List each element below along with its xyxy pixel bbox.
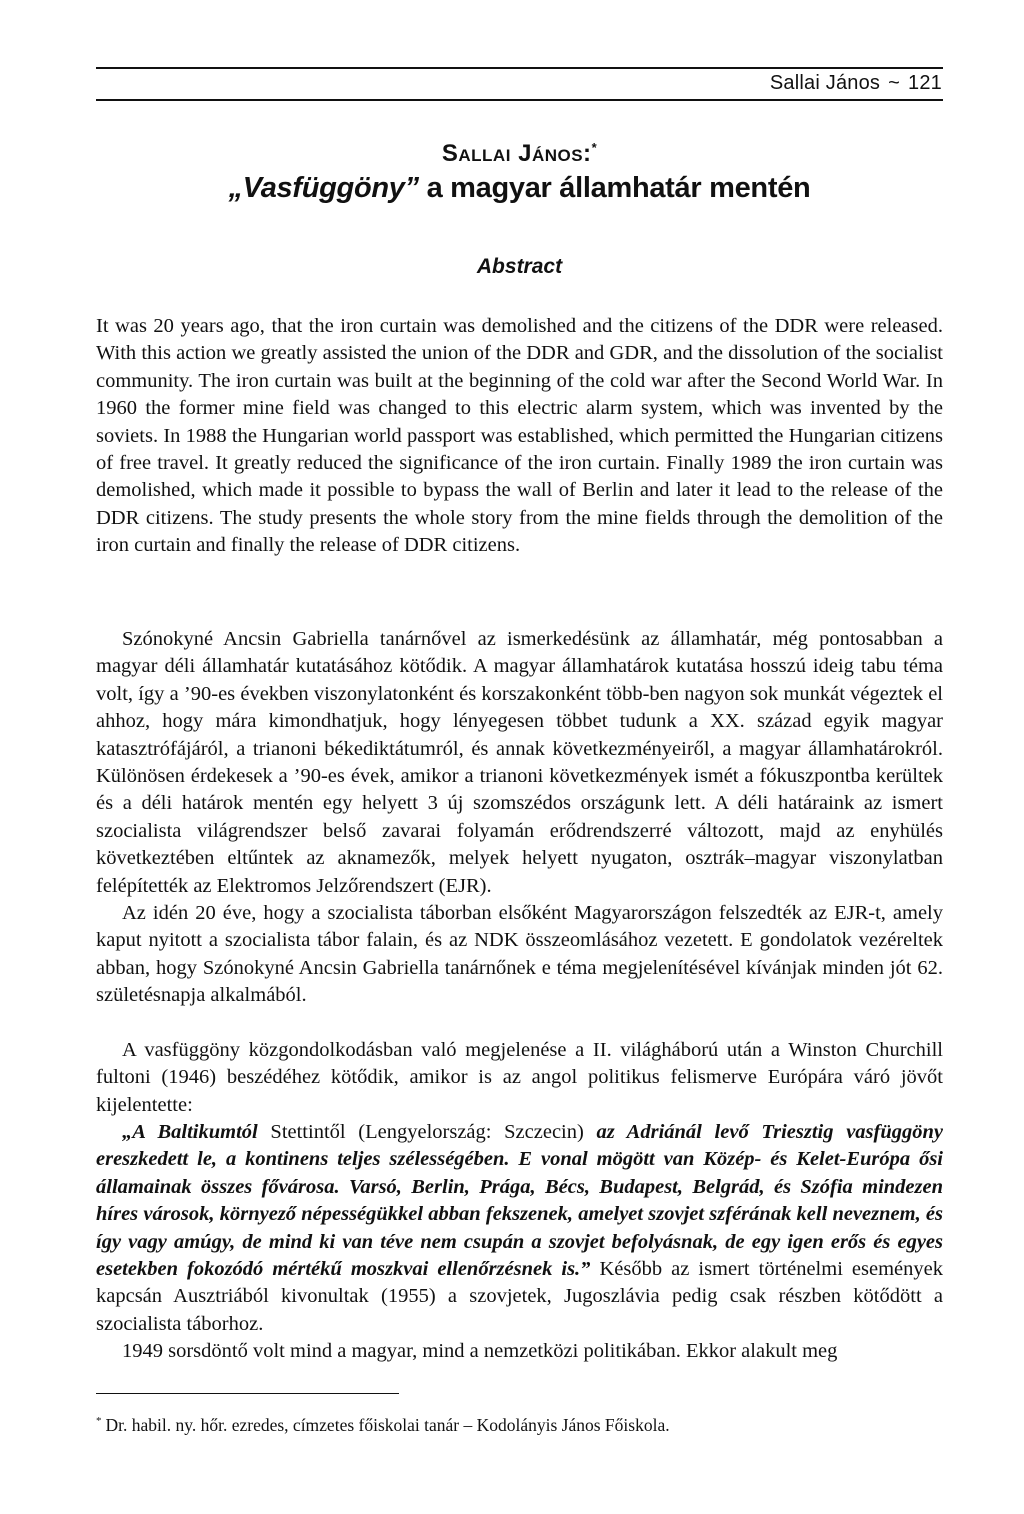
running-header-author: Sallai János	[769, 72, 881, 94]
quote-plain: Stettintől (Lengyelország: Szczecin)	[257, 1120, 597, 1143]
body-paragraph-2: Az idén 20 éve, hogy a szocialista táborban elsőként Magyarországon felszedték az EJR-t, amely kaput nyitott a szocialista tábor falain, és az NDK összeomlásához vezetett. E gondolatok vezéreltek abban, hogy Szónokyné Ancsin Gabriella tanárnőnek e téma megjelenítésével kívánjak minden jót 62. születésnapja alkalmából.	[96, 902, 943, 1007]
quote-opening: „A Baltikumtól	[122, 1120, 258, 1143]
title-rest: a magyar államhatár mentén	[418, 172, 811, 204]
paragraph-gap	[96, 1010, 943, 1037]
title-quoted-part: „Vasfüggöny”	[228, 172, 419, 204]
abstract-heading: Abstract	[476, 255, 563, 278]
article-body	[96, 626, 943, 1366]
author-footnote-marker: *	[591, 140, 598, 155]
footnote-marker: *	[96, 1415, 102, 1428]
running-header	[770, 72, 942, 95]
header-rule-top	[96, 67, 943, 69]
quote-aftermath: Később az ismert történelmi események kapcsán Ausztriából kivonultak (1955) a szovjetek, Jugoszlávia pedig csak részben kötődött a szocialista táborhoz.	[96, 1257, 943, 1335]
footnote-rule	[96, 1393, 399, 1394]
body-paragraph-3: A vasfüggöny közgondolkodásban való megjelenése a II. világháború után a Winston Churchill fultoni (1946) beszédéhez kötődik, amikor is az angol politikus felismerve Európára váró jövőt kijelentette:	[96, 1038, 943, 1116]
abstract-text: It was 20 years ago, that the iron curtain was demolished and the citizens of the DDR were released. With this action we greatly assisted the union of the DDR and GDR, and the dissolution of the socialist community. The iron curtain was built at the beginning of the cold war after the Second World War. In 1960 the former mine field was changed to this electric alarm system, which was invented by the soviets. In 1988 the Hungarian world passport was established, which permitted the Hungarian citizens of free travel. It greatly reduced the significance of the iron curtain. Finally 1989 the iron curtain was demolished, which made it possible to bypass the wall of Berlin and later it lead to the release of the DDR citizens. The study presents the whole story from the mine fields through the demolition of the iron curtain and finally the release of DDR citizens.	[96, 315, 943, 557]
footnote	[96, 1415, 943, 1436]
article-title	[96, 172, 943, 205]
body-paragraph-last: 1949 sorsdöntő volt mind a magyar, mind a nemzetközi politikában. Ekkor alakult meg	[122, 1340, 838, 1363]
header-rule-bottom	[96, 99, 943, 101]
footnote-text: Dr. habil. ny. hőr. ezredes, címzetes főiskolai tanár – Kodolányis János Főiskola.	[105, 1415, 670, 1435]
page-number: 121	[908, 72, 942, 94]
quote-emphasis: az Adriánál levő Triesztig vasfüggöny ereszkedett le, a kontinens teljes szélességében. E vonal mögött van Közép- és Kelet-Európa ősi államainak összes fővárosa. Varsó, Berlin, Prága, Bécs, Budapest, Belgrád, és Szófia mindezen híres városok, környező népességükkel abban fekszenek, amelyet szovjet szférának kell neveznem, és így vagy amúgy, de mind ki van téve nem csupán a szovjet befolyásnak, de egy igen erős és egyes esetekben fokozódó mértékű moszkvai ellenőrzésnek is.”	[96, 1120, 943, 1280]
author-name: Sallai János:	[441, 140, 592, 167]
article-author	[96, 140, 943, 168]
running-header-separator: ~	[888, 72, 901, 94]
body-paragraph-1: Szónokyné Ancsin Gabriella tanárnővel az ismerkedésünk az államhatár, még pontosabban a magyar déli államhatár kutatásához kötődik. A magyar államhatárok kutatása hosszú ideig tabu téma volt, így a ’90-es években viszonylatonként és korszakonként több-ben nagyon sok munkát végeztek el ahhoz, hogy mára kimondhatjuk, hogy lényegesen többet tudunk a XX. század egyik magyar katasztrófájáról, a trianoni békediktátumról, és annak következményeiről, a magyar államhatárokról. Különösen érdekesek a ’90-es évek, amikor a trianoni következmények ismét a fókuszpontba kerültek és a déli határok mentén egy helyett 3 új szomszédos országunk lett. A déli határaink az ismert szocialista világrendszer belső zavarai folyamán erődrendszerré változott, majd az enyhülés következtében eltűntek az aknamezők, melyek helyett nyugaton, osztrák–magyar viszonylatban felépítették az Elektromos Jelzőrendszert (EJR).	[96, 628, 943, 897]
churchill-quote-paragraph	[96, 1119, 943, 1338]
